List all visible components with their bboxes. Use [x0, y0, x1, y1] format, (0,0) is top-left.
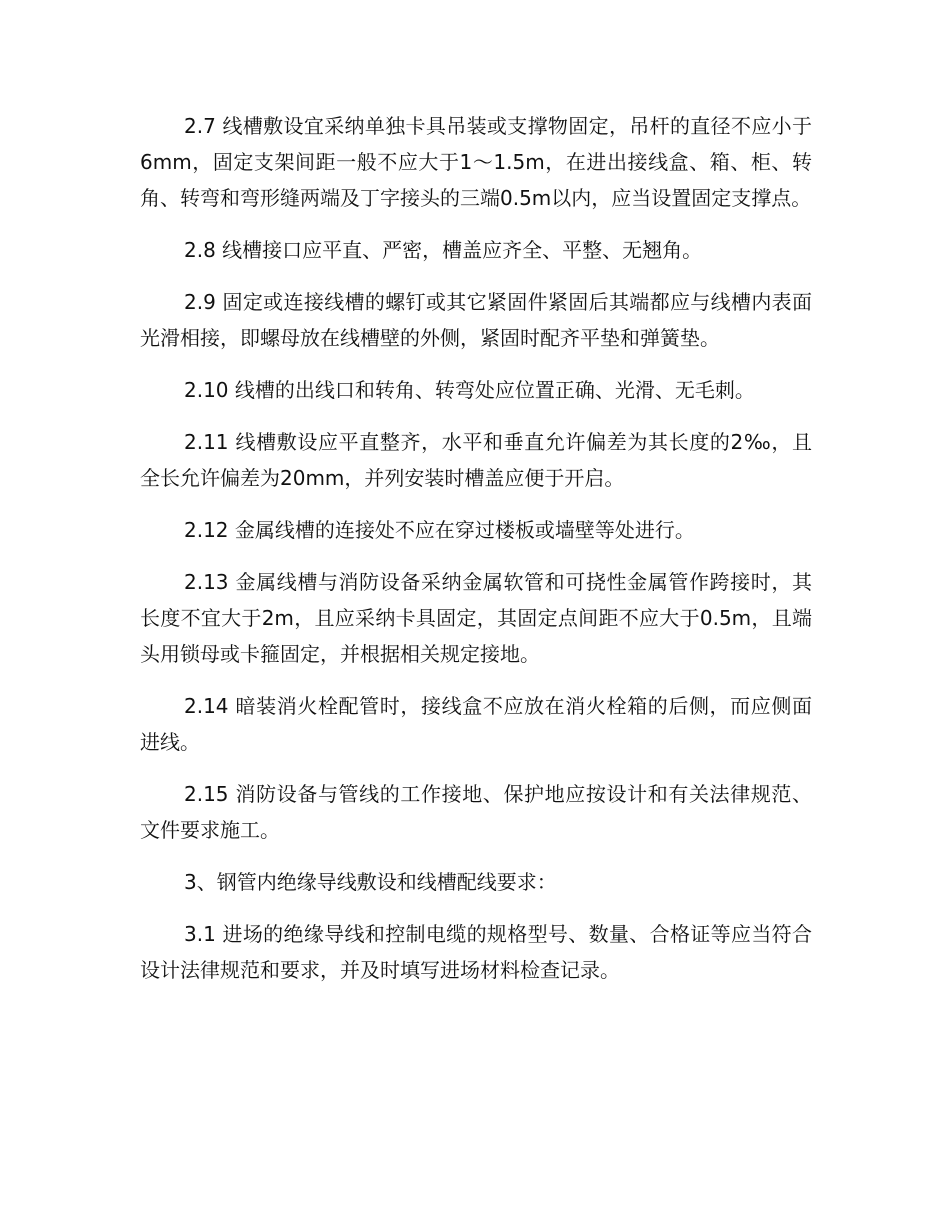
paragraph-2-11: 2.11 线槽敷设应平直整齐，水平和垂直允许偏差为其长度的2‰，且全长允许偏差为20mm，并列安装时槽盖应便于开启。 [140, 430, 812, 490]
section-heading-3: 3、钢管内绝缘导线敷设和线槽配线要求： [184, 870, 557, 894]
paragraph-2-14: 2.14 暗装消火栓配管时，接线盒不应放在消火栓箱的后侧，而应侧面进线。 [140, 694, 812, 754]
paragraph-2-8: 2.8 线槽接口应平直、严密，槽盖应齐全、平整、无翘角。 [184, 238, 703, 262]
paragraph-2-12: 2.12 金属线槽的连接处不应在穿过楼板或墙壁等处进行。 [184, 518, 695, 542]
paragraph-3-1: 3.1 进场的绝缘导线和控制电缆的规格型号、数量、合格证等应当符合设计法律规范和要求，并及时填写进场材料检查记录。 [140, 922, 812, 982]
paragraph-2-7: 2.7 线槽敷设宜采纳单独卡具吊装或支撑物固定，吊杆的直径不应小于6mm，固定支架间距一般不应大于1～1.5m，在进出接线盒、箱、柜、转角、转弯和弯形缝两端及丁字接头的三端0.5m以内，应当设置固定支撑点。 [140, 114, 812, 210]
paragraph-2-13: 2.13 金属线槽与消防设备采纳金属软管和可挠性金属管作跨接时，其长度不宜大于2m，且应采纳卡具固定，其固定点间距不应大于0.5m，且端头用锁母或卡箍固定，并根据相关规定接地。 [140, 570, 812, 666]
paragraph-2-9: 2.9 固定或连接线槽的螺钉或其它紧固件紧固后其端都应与线槽内表面光滑相接，即螺母放在线槽壁的外侧，紧固时配齐平垫和弹簧垫。 [140, 290, 812, 350]
paragraph-2-10: 2.10 线槽的出线口和转角、转弯处应位置正确、光滑、无毛刺。 [184, 378, 755, 402]
document-body [140, 108, 812, 1004]
paragraph-2-15: 2.15 消防设备与管线的工作接地、保护地应按设计和有关法律规范、文件要求施工。 [140, 782, 812, 842]
